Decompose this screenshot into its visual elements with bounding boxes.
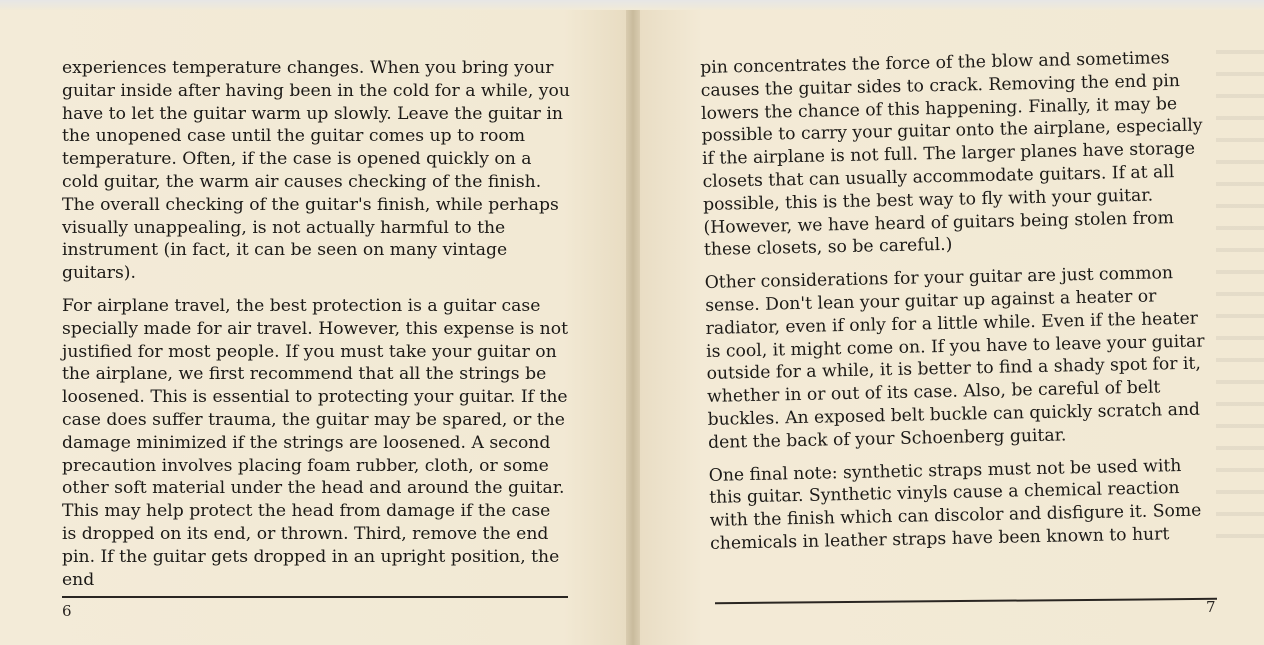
right-page [640,10,1264,645]
footer-rule-right [715,598,1217,604]
right-paragraph-1: pin concentrates the force of the blow and sometimes causes the guitar sides to crack. Removing the end pin lowers the chance of this happening. Finally, it may be possible to carry your guitar onto the airplane, especially if the airplane is not full. The larger planes have storage closets that can usually accommodate guitars. If at all possible, this is the best way to fly with your guitar. (However, we have heard of guitars being stolen from these closets, so be careful.) [700,48,1203,261]
right-paragraph-3: One final note: synthetic straps must not be used with this guitar. Synthetic vinyls cause a chemical reaction with the finish which can discolor and disfigure it. Some chemicals in leather straps have been known to hurt [708,455,1202,554]
left-page-body [62,57,570,601]
page-number-left: 6 [62,602,72,620]
left-paragraph-2: For airplane travel, the best protection is a guitar case specially made for air travel. However, this expense is not justified for most people. If you must take your guitar on the airplane, we first recommend that all the strings be loosened. This is essential to protecting your guitar. If the case does suffer trauma, the guitar may be spared, or the damage minimized if the strings are loosened. A second precaution involves placing foam rubber, cloth, or some other soft material under the head and around the guitar. This may help protect the head from damage if the case is dropped on its end, or thrown. Third, remove the end pin. If the guitar gets dropped in an upright position, the end [62,295,568,590]
scan-top-edge [0,0,1264,10]
show-through-texture [1216,50,1264,550]
book-gutter [626,10,640,645]
left-paragraph-1: experiences temperature changes. When you bring your guitar inside after having been in the cold for a while, you have to let the guitar warm up slowly. Leave the guitar in the unopened case until the guitar comes up to room temperature. Often, if the case is opened quickly on a cold guitar, the warm air causes checking of the finish. The overall checking of the guitar's finish, while perhaps visually unappealing, is not actually harmful to the instrument (in fact, it can be seen on many vintage guitars). [62,58,570,284]
right-page-body [700,46,1221,565]
right-paragraph-2: Other considerations for your guitar are just common sense. Don't lean your guitar up against a heater or radiator, even if only for a little while. Even if the heater is cool, it might come on. If you have to leave your guitar outside for a while, it is better to find a shady spot for it, whether in or out of its case. Also, be careful of belt buckles. An exposed belt buckle can quickly scratch and dent the back of your Schoenberg guitar. [704,263,1205,453]
left-page [0,10,626,645]
footer-rule-left [62,596,568,598]
page-number-right: 7 [1206,598,1216,616]
